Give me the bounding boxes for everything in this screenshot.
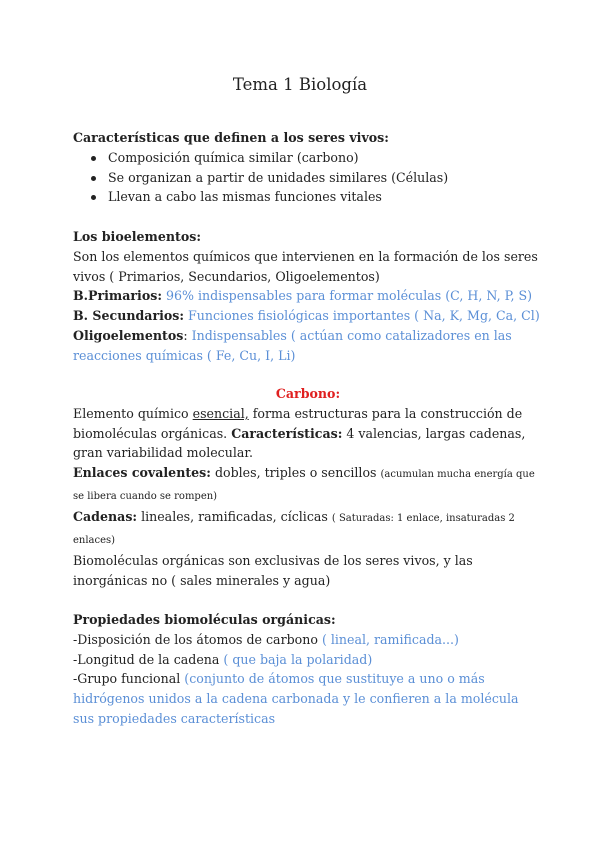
carbono-underlined: esencial, bbox=[192, 405, 249, 421]
propiedad-text: -Longitud de la cadena bbox=[73, 651, 224, 667]
section-caracteristicas bbox=[73, 128, 543, 207]
propiedad-line bbox=[73, 650, 543, 670]
cadenas-line bbox=[73, 507, 543, 551]
propiedad-line bbox=[73, 669, 543, 728]
list-item: Se organizan a partir de unidades similares (Células) bbox=[73, 168, 543, 188]
secundarios-text: Funciones fisiológicas importantes ( Na, K, Mg, Ca, Cl) bbox=[184, 308, 540, 324]
carbono-text-b: forma estructuras para la construcción de biomoléculas orgánicas. bbox=[73, 405, 523, 441]
enlaces-line bbox=[73, 463, 543, 507]
primarios-label: B.Primarios: bbox=[73, 288, 162, 304]
carbono-heading: Carbono: bbox=[275, 386, 341, 401]
caracteristicas-heading: Características que definen a los seres vivos: bbox=[73, 130, 389, 145]
oligo-line bbox=[73, 326, 543, 366]
cadenas-text: lineales, ramificadas, cíclicas bbox=[137, 508, 332, 524]
list-item: Composición química similar (carbono) bbox=[73, 148, 543, 168]
propiedad-note: ( lineal, ramificada...) bbox=[321, 631, 459, 647]
section-carbono bbox=[73, 384, 543, 550]
secundarios-line bbox=[73, 306, 543, 326]
oligo-text: Indispensables ( actúan como catalizadores en las reacciones químicas ( Fe, Cu, I, Li) bbox=[73, 327, 512, 363]
primarios-line bbox=[73, 286, 543, 306]
enlaces-text: dobles, triples o sencillos bbox=[210, 465, 381, 481]
cadenas-note: ( Saturadas: 1 enlace, insaturadas 2 enlaces) bbox=[73, 512, 515, 546]
section-bioelementos bbox=[73, 227, 543, 366]
oligo-label: Oligoelementos bbox=[73, 327, 184, 343]
primarios-text: 96% indispensables para formar moléculas (C, H, N, P, S) bbox=[161, 288, 533, 304]
propiedad-note: ( que baja la polaridad) bbox=[223, 651, 373, 667]
caracteristicas-list bbox=[73, 148, 543, 207]
bioelementos-intro: Son los elementos químicos que intervienen en la formación de los seres vivos ( Primarios, Secundarios, Oligoelementos) bbox=[73, 248, 538, 284]
enlaces-note: (acumulan mucha energía que se libera cuando se rompen) bbox=[73, 469, 535, 502]
enlaces-label: Enlaces covalentes: bbox=[73, 465, 211, 481]
section-propiedades bbox=[73, 610, 543, 729]
propiedad-note: (conjunto de átomos que sustituye a uno o más hidrógenos unidos a la cadena carbonada y le confieren a la molécula sus propiedades características bbox=[73, 671, 519, 726]
caracteristicas-label: Características: bbox=[231, 425, 343, 441]
propiedades-heading: Propiedades biomoléculas orgánicas: bbox=[73, 612, 336, 627]
oligo-colon: : bbox=[183, 327, 188, 343]
page-title: Tema 1 Biología bbox=[232, 75, 368, 94]
list-item: Llevan a cabo las mismas funciones vitales bbox=[73, 187, 543, 207]
propiedad-text: -Disposición de los átomos de carbono bbox=[73, 631, 322, 647]
carbono-paragraph bbox=[73, 404, 543, 463]
secundarios-label: B. Secundarios: bbox=[73, 308, 185, 324]
biomoleculas-paragraph: Biomoléculas orgánicas son exclusivas de los seres vivos, y las inorgánicas no ( sales minerales y agua) bbox=[73, 553, 473, 588]
cadenas-label: Cadenas: bbox=[73, 508, 138, 524]
bioelementos-heading: Los bioelementos: bbox=[73, 229, 201, 244]
propiedad-text: -Grupo funcional bbox=[73, 671, 185, 687]
carbono-text-c: 4 valencias, largas cadenas, gran variabilidad molecular. bbox=[73, 425, 526, 461]
carbono-text-a: Elemento químico bbox=[73, 405, 193, 421]
propiedad-line bbox=[73, 630, 543, 650]
